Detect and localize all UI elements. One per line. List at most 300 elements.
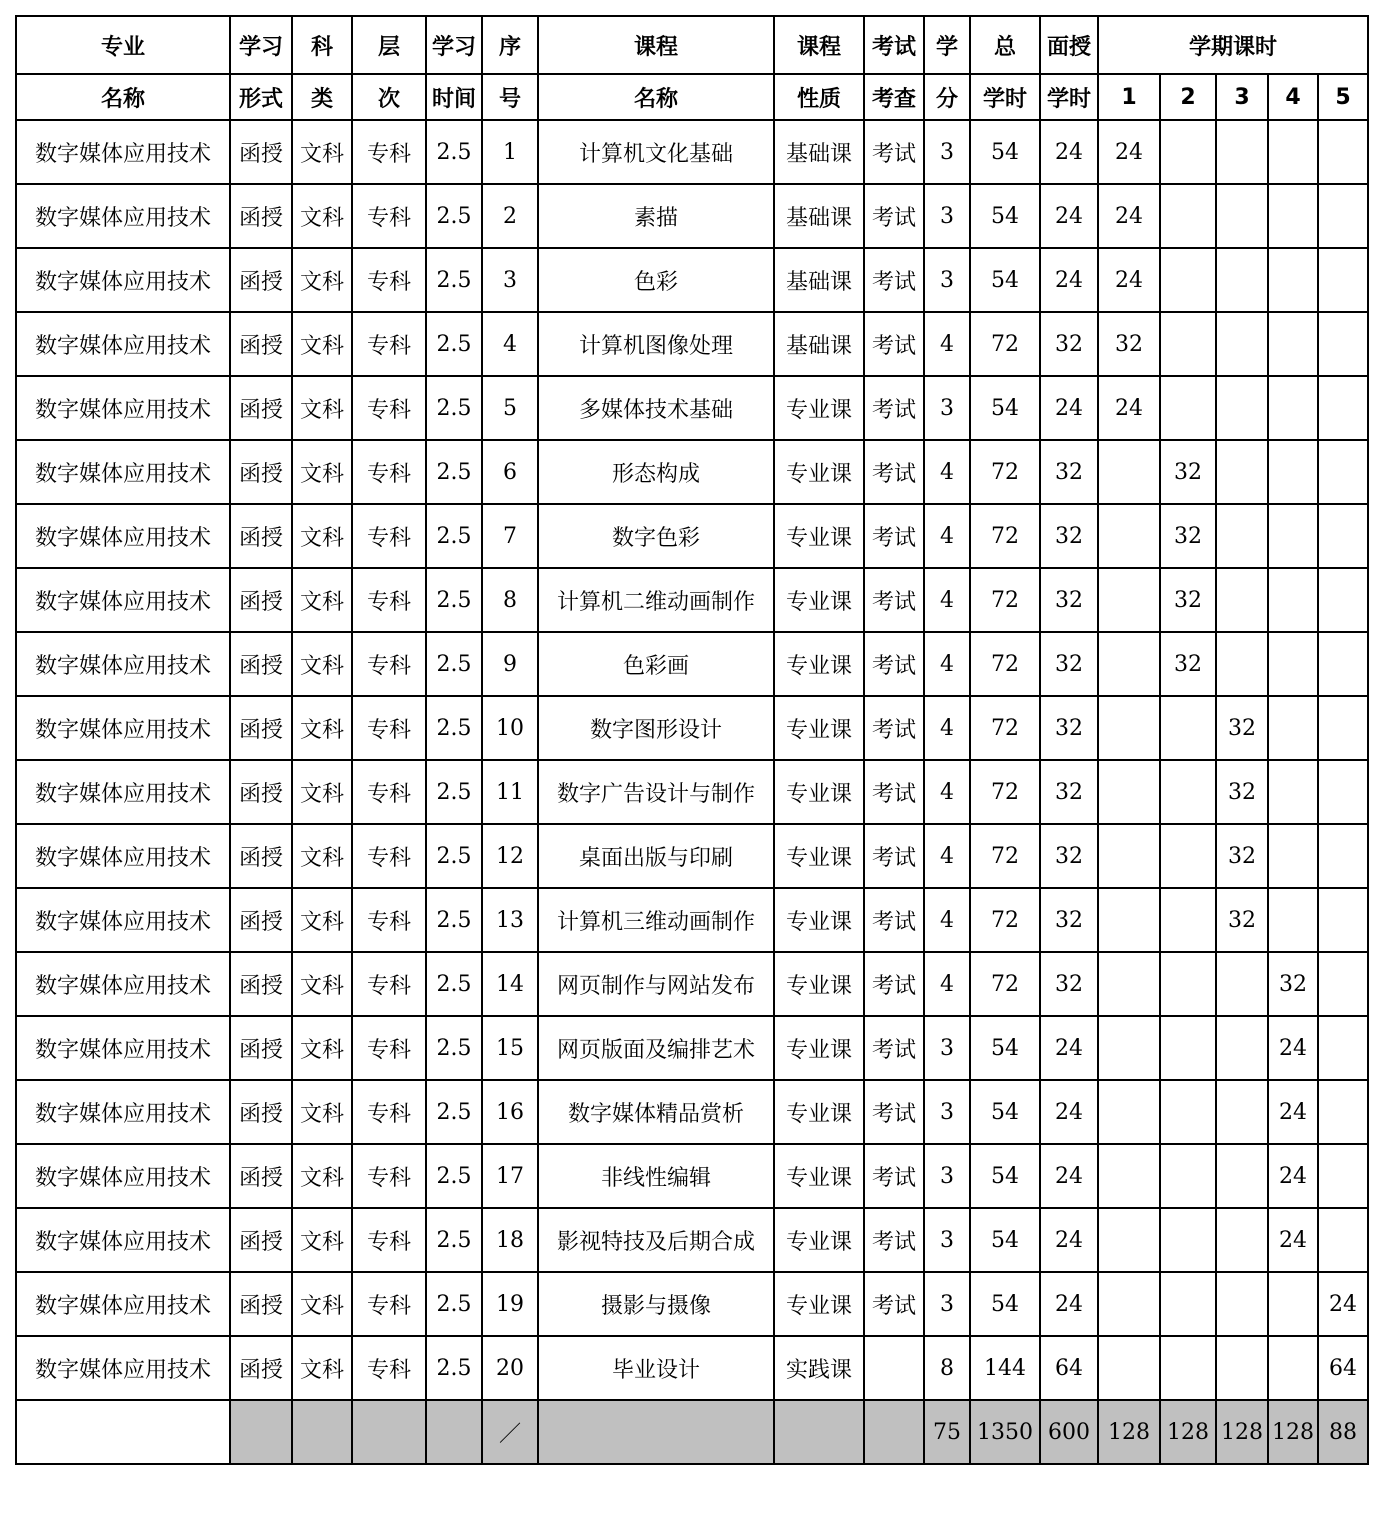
semester-5-cell [1318, 632, 1368, 696]
totals-empty-cell [864, 1400, 924, 1464]
form-cell: 函授 [230, 120, 292, 184]
course-type-cell: 专业课 [774, 1144, 864, 1208]
header-subject-2: 类 [292, 74, 352, 120]
total-hours-cell: 72 [970, 632, 1040, 696]
semester-3-cell [1216, 312, 1268, 376]
header-exam-2: 考查 [864, 74, 924, 120]
semester-5-cell [1318, 1144, 1368, 1208]
course-type-cell: 专业课 [774, 376, 864, 440]
exam-cell: 考试 [864, 248, 924, 312]
semester-3-cell [1216, 504, 1268, 568]
duration-cell: 2.5 [426, 1144, 482, 1208]
number-cell: 6 [482, 440, 538, 504]
course-rows [16, 120, 1368, 1400]
semester-4-cell [1268, 824, 1318, 888]
header-no: 序 [482, 16, 538, 74]
header-sem-3: 3 [1216, 74, 1268, 120]
semester-4-cell: 24 [1268, 1016, 1318, 1080]
semester-2-cell: 32 [1160, 504, 1216, 568]
semester-5-cell: 24 [1318, 1272, 1368, 1336]
course-name-cell: 多媒体技术基础 [538, 376, 774, 440]
header-face-2: 学时 [1040, 74, 1098, 120]
face-hours-cell: 32 [1040, 440, 1098, 504]
semester-5-cell [1318, 1016, 1368, 1080]
course-name-cell: 数字图形设计 [538, 696, 774, 760]
number-cell: 18 [482, 1208, 538, 1272]
major-cell: 数字媒体应用技术 [16, 824, 230, 888]
semester-1-cell [1098, 696, 1160, 760]
major-cell: 数字媒体应用技术 [16, 888, 230, 952]
credits-cell: 3 [924, 1016, 970, 1080]
semester-4-cell [1268, 440, 1318, 504]
header-course: 课程 [538, 16, 774, 74]
semester-2-cell [1160, 824, 1216, 888]
subject-cell: 文科 [292, 760, 352, 824]
semester-5-cell [1318, 696, 1368, 760]
totals-row [16, 1400, 1368, 1464]
form-cell: 函授 [230, 248, 292, 312]
number-cell: 1 [482, 120, 538, 184]
duration-cell: 2.5 [426, 504, 482, 568]
semester-3-cell [1216, 1080, 1268, 1144]
semester-2-cell: 32 [1160, 568, 1216, 632]
totals-empty-cell [230, 1400, 292, 1464]
course-name-cell: 计算机文化基础 [538, 120, 774, 184]
credits-cell: 3 [924, 1208, 970, 1272]
course-name-cell: 计算机图像处理 [538, 312, 774, 376]
major-cell: 数字媒体应用技术 [16, 1336, 230, 1400]
level-cell: 专科 [352, 504, 426, 568]
course-name-cell: 数字广告设计与制作 [538, 760, 774, 824]
major-cell: 数字媒体应用技术 [16, 760, 230, 824]
course-type-cell: 基础课 [774, 312, 864, 376]
semester-1-cell: 24 [1098, 376, 1160, 440]
face-hours-cell: 24 [1040, 1208, 1098, 1272]
semester-3-cell: 32 [1216, 696, 1268, 760]
exam-cell: 考试 [864, 440, 924, 504]
course-name-cell: 计算机二维动画制作 [538, 568, 774, 632]
semester-3-cell [1216, 1144, 1268, 1208]
form-cell: 函授 [230, 312, 292, 376]
semester-3-cell [1216, 120, 1268, 184]
duration-cell: 2.5 [426, 1016, 482, 1080]
exam-cell [864, 1336, 924, 1400]
header-credits-2: 分 [924, 74, 970, 120]
total-hours-cell: 54 [970, 248, 1040, 312]
semester-3-cell: 32 [1216, 888, 1268, 952]
face-hours-cell: 24 [1040, 376, 1098, 440]
face-hours-cell: 24 [1040, 184, 1098, 248]
header-duration-2: 时间 [426, 74, 482, 120]
exam-cell: 考试 [864, 1080, 924, 1144]
form-cell: 函授 [230, 760, 292, 824]
number-cell: 7 [482, 504, 538, 568]
form-cell: 函授 [230, 1080, 292, 1144]
total-hours-cell: 54 [970, 376, 1040, 440]
course-type-cell: 专业课 [774, 504, 864, 568]
exam-cell: 考试 [864, 760, 924, 824]
table-row [16, 760, 1368, 824]
semester-2-cell: 32 [1160, 440, 1216, 504]
course-type-cell: 专业课 [774, 1080, 864, 1144]
course-type-cell: 专业课 [774, 632, 864, 696]
semester-4-cell: 32 [1268, 952, 1318, 1016]
total-hours-cell: 72 [970, 504, 1040, 568]
semester-4-cell [1268, 376, 1318, 440]
course-name-cell: 数字色彩 [538, 504, 774, 568]
semester-3-cell [1216, 568, 1268, 632]
total-hours-cell: 72 [970, 760, 1040, 824]
semester-1-cell [1098, 888, 1160, 952]
semester-2-cell [1160, 120, 1216, 184]
totals-sem-1: 128 [1098, 1400, 1160, 1464]
semester-5-cell [1318, 504, 1368, 568]
subject-cell: 文科 [292, 1016, 352, 1080]
total-hours-cell: 54 [970, 1272, 1040, 1336]
number-cell: 11 [482, 760, 538, 824]
header-row-1 [16, 16, 1368, 74]
semester-4-cell [1268, 184, 1318, 248]
number-cell: 20 [482, 1336, 538, 1400]
major-cell: 数字媒体应用技术 [16, 1080, 230, 1144]
credits-cell: 4 [924, 632, 970, 696]
semester-1-cell: 24 [1098, 120, 1160, 184]
subject-cell: 文科 [292, 696, 352, 760]
exam-cell: 考试 [864, 376, 924, 440]
semester-1-cell [1098, 1208, 1160, 1272]
exam-cell: 考试 [864, 568, 924, 632]
course-type-cell: 实践课 [774, 1336, 864, 1400]
face-hours-cell: 24 [1040, 248, 1098, 312]
semester-4-cell [1268, 888, 1318, 952]
total-hours-cell: 72 [970, 952, 1040, 1016]
total-hours-cell: 54 [970, 1208, 1040, 1272]
subject-cell: 文科 [292, 888, 352, 952]
duration-cell: 2.5 [426, 1336, 482, 1400]
subject-cell: 文科 [292, 312, 352, 376]
totals-label-cell [16, 1400, 230, 1464]
course-name-cell: 网页制作与网站发布 [538, 952, 774, 1016]
major-cell: 数字媒体应用技术 [16, 696, 230, 760]
semester-5-cell [1318, 952, 1368, 1016]
course-name-cell: 计算机三维动画制作 [538, 888, 774, 952]
duration-cell: 2.5 [426, 696, 482, 760]
total-hours-cell: 144 [970, 1336, 1040, 1400]
semester-2-cell [1160, 1144, 1216, 1208]
form-cell: 函授 [230, 1208, 292, 1272]
semester-2-cell [1160, 1336, 1216, 1400]
face-hours-cell: 24 [1040, 1016, 1098, 1080]
table-row [16, 696, 1368, 760]
subject-cell: 文科 [292, 376, 352, 440]
number-cell: 5 [482, 376, 538, 440]
subject-cell: 文科 [292, 120, 352, 184]
number-cell: 3 [482, 248, 538, 312]
semester-1-cell [1098, 632, 1160, 696]
semester-4-cell: 24 [1268, 1208, 1318, 1272]
semester-2-cell [1160, 1080, 1216, 1144]
total-hours-cell: 72 [970, 568, 1040, 632]
form-cell: 函授 [230, 376, 292, 440]
total-hours-cell: 54 [970, 184, 1040, 248]
table-row [16, 1336, 1368, 1400]
semester-4-cell [1268, 696, 1318, 760]
semester-3-cell: 32 [1216, 824, 1268, 888]
face-hours-cell: 64 [1040, 1336, 1098, 1400]
level-cell: 专科 [352, 312, 426, 376]
face-hours-cell: 32 [1040, 952, 1098, 1016]
course-type-cell: 专业课 [774, 1208, 864, 1272]
form-cell: 函授 [230, 1144, 292, 1208]
table-row [16, 1080, 1368, 1144]
form-cell: 函授 [230, 952, 292, 1016]
major-cell: 数字媒体应用技术 [16, 504, 230, 568]
face-hours-cell: 32 [1040, 888, 1098, 952]
face-hours-cell: 32 [1040, 824, 1098, 888]
number-cell: 8 [482, 568, 538, 632]
credits-cell: 4 [924, 312, 970, 376]
form-cell: 函授 [230, 824, 292, 888]
subject-cell: 文科 [292, 504, 352, 568]
semester-1-cell [1098, 824, 1160, 888]
header-major-2: 名称 [16, 74, 230, 120]
duration-cell: 2.5 [426, 952, 482, 1016]
duration-cell: 2.5 [426, 312, 482, 376]
totals-empty-cell [774, 1400, 864, 1464]
level-cell: 专科 [352, 376, 426, 440]
exam-cell: 考试 [864, 184, 924, 248]
semester-3-cell [1216, 1336, 1268, 1400]
credits-cell: 4 [924, 760, 970, 824]
semester-1-cell [1098, 760, 1160, 824]
semester-1-cell [1098, 1336, 1160, 1400]
course-name-cell: 色彩 [538, 248, 774, 312]
totals-empty-cell [538, 1400, 774, 1464]
credits-cell: 4 [924, 440, 970, 504]
semester-5-cell [1318, 248, 1368, 312]
form-cell: 函授 [230, 1016, 292, 1080]
total-hours-cell: 54 [970, 1080, 1040, 1144]
semester-5-cell [1318, 1208, 1368, 1272]
duration-cell: 2.5 [426, 184, 482, 248]
semester-2-cell [1160, 952, 1216, 1016]
table-row [16, 1144, 1368, 1208]
total-hours-cell: 72 [970, 696, 1040, 760]
course-type-cell: 基础课 [774, 120, 864, 184]
table-row [16, 312, 1368, 376]
header-level: 层 [352, 16, 426, 74]
semester-3-cell [1216, 1016, 1268, 1080]
face-hours-cell: 24 [1040, 1144, 1098, 1208]
semester-5-cell [1318, 312, 1368, 376]
header-subject: 科 [292, 16, 352, 74]
table-row [16, 568, 1368, 632]
level-cell: 专科 [352, 1016, 426, 1080]
credits-cell: 3 [924, 248, 970, 312]
subject-cell: 文科 [292, 1144, 352, 1208]
course-type-cell: 专业课 [774, 952, 864, 1016]
header-type-2: 性质 [774, 74, 864, 120]
course-name-cell: 桌面出版与印刷 [538, 824, 774, 888]
level-cell: 专科 [352, 1272, 426, 1336]
semester-1-cell: 24 [1098, 184, 1160, 248]
major-cell: 数字媒体应用技术 [16, 248, 230, 312]
semester-3-cell: 32 [1216, 760, 1268, 824]
major-cell: 数字媒体应用技术 [16, 952, 230, 1016]
level-cell: 专科 [352, 120, 426, 184]
credits-cell: 8 [924, 1336, 970, 1400]
subject-cell: 文科 [292, 1080, 352, 1144]
header-no-2: 号 [482, 74, 538, 120]
total-hours-cell: 72 [970, 888, 1040, 952]
major-cell: 数字媒体应用技术 [16, 568, 230, 632]
level-cell: 专科 [352, 1336, 426, 1400]
semester-2-cell [1160, 760, 1216, 824]
level-cell: 专科 [352, 248, 426, 312]
duration-cell: 2.5 [426, 824, 482, 888]
table-row [16, 824, 1368, 888]
totals-total-hours: 1350 [970, 1400, 1040, 1464]
number-cell: 9 [482, 632, 538, 696]
form-cell: 函授 [230, 632, 292, 696]
course-name-cell: 非线性编辑 [538, 1144, 774, 1208]
semester-5-cell [1318, 568, 1368, 632]
semester-5-cell: 64 [1318, 1336, 1368, 1400]
semester-4-cell [1268, 632, 1318, 696]
course-type-cell: 专业课 [774, 888, 864, 952]
total-hours-cell: 72 [970, 312, 1040, 376]
credits-cell: 4 [924, 568, 970, 632]
form-cell: 函授 [230, 440, 292, 504]
form-cell: 函授 [230, 1336, 292, 1400]
semester-3-cell [1216, 184, 1268, 248]
major-cell: 数字媒体应用技术 [16, 1144, 230, 1208]
semester-1-cell: 24 [1098, 248, 1160, 312]
subject-cell: 文科 [292, 952, 352, 1016]
course-name-cell: 影视特技及后期合成 [538, 1208, 774, 1272]
major-cell: 数字媒体应用技术 [16, 1016, 230, 1080]
semester-4-cell [1268, 760, 1318, 824]
duration-cell: 2.5 [426, 376, 482, 440]
credits-cell: 3 [924, 1080, 970, 1144]
semester-4-cell: 24 [1268, 1080, 1318, 1144]
exam-cell: 考试 [864, 696, 924, 760]
totals-sem-5: 88 [1318, 1400, 1368, 1464]
course-type-cell: 基础课 [774, 248, 864, 312]
table-row [16, 632, 1368, 696]
totals-empty-cell [352, 1400, 426, 1464]
course-name-cell: 数字媒体精品赏析 [538, 1080, 774, 1144]
subject-cell: 文科 [292, 184, 352, 248]
table-row [16, 376, 1368, 440]
semester-5-cell [1318, 824, 1368, 888]
major-cell: 数字媒体应用技术 [16, 1208, 230, 1272]
totals-empty-cell [426, 1400, 482, 1464]
semester-3-cell [1216, 632, 1268, 696]
credits-cell: 3 [924, 184, 970, 248]
duration-cell: 2.5 [426, 248, 482, 312]
semester-5-cell [1318, 760, 1368, 824]
face-hours-cell: 32 [1040, 696, 1098, 760]
semester-4-cell: 24 [1268, 1144, 1318, 1208]
header-form: 学习 [230, 16, 292, 74]
semester-4-cell [1268, 1272, 1318, 1336]
header-type: 课程 [774, 16, 864, 74]
duration-cell: 2.5 [426, 120, 482, 184]
course-type-cell: 专业课 [774, 1016, 864, 1080]
exam-cell: 考试 [864, 120, 924, 184]
duration-cell: 2.5 [426, 440, 482, 504]
semester-1-cell [1098, 440, 1160, 504]
total-hours-cell: 72 [970, 824, 1040, 888]
table-row [16, 504, 1368, 568]
exam-cell: 考试 [864, 824, 924, 888]
table-row [16, 888, 1368, 952]
header-exam: 考试 [864, 16, 924, 74]
form-cell: 函授 [230, 184, 292, 248]
total-hours-cell: 54 [970, 1144, 1040, 1208]
totals-slash: ／ [482, 1400, 538, 1464]
table-row [16, 184, 1368, 248]
level-cell: 专科 [352, 440, 426, 504]
course-type-cell: 专业课 [774, 440, 864, 504]
semester-2-cell [1160, 376, 1216, 440]
semester-2-cell [1160, 184, 1216, 248]
semester-1-cell [1098, 1272, 1160, 1336]
duration-cell: 2.5 [426, 1272, 482, 1336]
course-type-cell: 专业课 [774, 1272, 864, 1336]
number-cell: 16 [482, 1080, 538, 1144]
header-sem-5: 5 [1318, 74, 1368, 120]
course-type-cell: 基础课 [774, 184, 864, 248]
credits-cell: 3 [924, 376, 970, 440]
semester-2-cell: 32 [1160, 632, 1216, 696]
level-cell: 专科 [352, 824, 426, 888]
semester-4-cell [1268, 120, 1318, 184]
credits-cell: 3 [924, 1144, 970, 1208]
form-cell: 函授 [230, 696, 292, 760]
totals-empty-cell [292, 1400, 352, 1464]
duration-cell: 2.5 [426, 568, 482, 632]
form-cell: 函授 [230, 888, 292, 952]
exam-cell: 考试 [864, 312, 924, 376]
semester-2-cell [1160, 1016, 1216, 1080]
duration-cell: 2.5 [426, 1208, 482, 1272]
exam-cell: 考试 [864, 632, 924, 696]
major-cell: 数字媒体应用技术 [16, 632, 230, 696]
course-type-cell: 专业课 [774, 760, 864, 824]
semester-1-cell: 32 [1098, 312, 1160, 376]
semester-1-cell [1098, 504, 1160, 568]
semester-5-cell [1318, 440, 1368, 504]
course-name-cell: 色彩画 [538, 632, 774, 696]
semester-3-cell [1216, 440, 1268, 504]
header-semester-hours: 学期课时 [1098, 16, 1368, 74]
level-cell: 专科 [352, 632, 426, 696]
header-face: 面授 [1040, 16, 1098, 74]
semester-5-cell [1318, 888, 1368, 952]
table-row [16, 1208, 1368, 1272]
table-row [16, 440, 1368, 504]
form-cell: 函授 [230, 568, 292, 632]
number-cell: 17 [482, 1144, 538, 1208]
number-cell: 13 [482, 888, 538, 952]
semester-1-cell [1098, 1144, 1160, 1208]
level-cell: 专科 [352, 1144, 426, 1208]
table-row [16, 1016, 1368, 1080]
face-hours-cell: 32 [1040, 568, 1098, 632]
semester-4-cell [1268, 248, 1318, 312]
